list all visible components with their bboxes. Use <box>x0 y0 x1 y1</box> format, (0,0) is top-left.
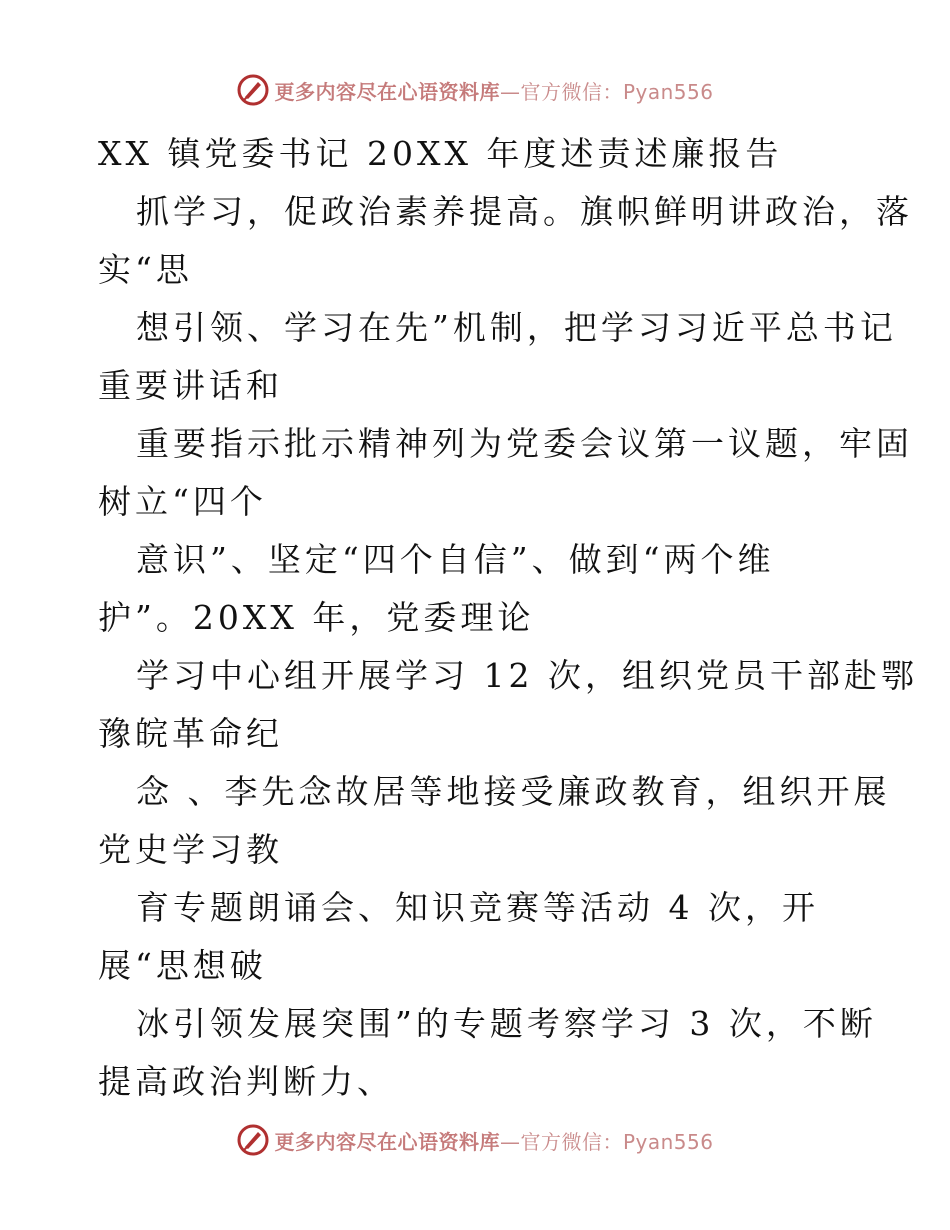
paragraph-line: 重要指示批示精神列为党委会议第一议题，牢固 <box>136 424 913 463</box>
paragraph-line: 实“思 <box>98 250 193 289</box>
header-watermark-banner <box>0 70 950 110</box>
document-body <box>98 125 918 1111</box>
paragraph-line: 豫皖革命纪 <box>98 714 283 753</box>
paragraph-line: 学习中心组开展学习 12 次，组织党员干部赴鄂 <box>136 656 918 695</box>
document-title: XX 镇党委书记 20XX 年度述责述廉报告 <box>98 134 783 173</box>
footer-watermark-banner <box>0 1120 950 1160</box>
quill-logo-icon <box>236 73 270 107</box>
header-banner-text <box>274 76 713 105</box>
header-banner-brand: 更多内容尽在心语资料库 <box>274 79 500 104</box>
paragraph-line: 想引领、学习在先”机制，把学习习近平总书记 <box>136 308 897 347</box>
footer-banner-brand: 更多内容尽在心语资料库 <box>274 1129 500 1154</box>
quill-logo-icon <box>236 1123 270 1157</box>
footer-banner-text <box>274 1126 713 1155</box>
paragraph-line: 展“思想破 <box>98 946 267 985</box>
paragraph-line: 护”。20XX 年，党委理论 <box>98 598 535 637</box>
paragraph-line: 冰引领发展突围”的专题考察学习 3 次，不断 <box>136 1004 877 1043</box>
paragraph-line: 重要讲话和 <box>98 366 283 405</box>
paragraph-line: 党史学习教 <box>98 830 283 869</box>
footer-banner-suffix: —官方微信：Pyan556 <box>499 1129 714 1154</box>
header-banner-suffix: —官方微信：Pyan556 <box>499 79 714 104</box>
paragraph-line: 念 、李先念故居等地接受廉政教育，组织开展 <box>136 772 891 811</box>
paragraph-line: 育专题朗诵会、知识竞赛等活动 4 次，开 <box>136 888 819 927</box>
paragraph-line: 提高政治判断力、 <box>98 1062 394 1101</box>
paragraph-line: 意识”、坚定“四个自信”、做到“两个维 <box>136 540 775 579</box>
paragraph-line: 抓学习，促政治素养提高。旗帜鲜明讲政治，落 <box>136 192 913 231</box>
paragraph-line: 树立“四个 <box>98 482 267 521</box>
